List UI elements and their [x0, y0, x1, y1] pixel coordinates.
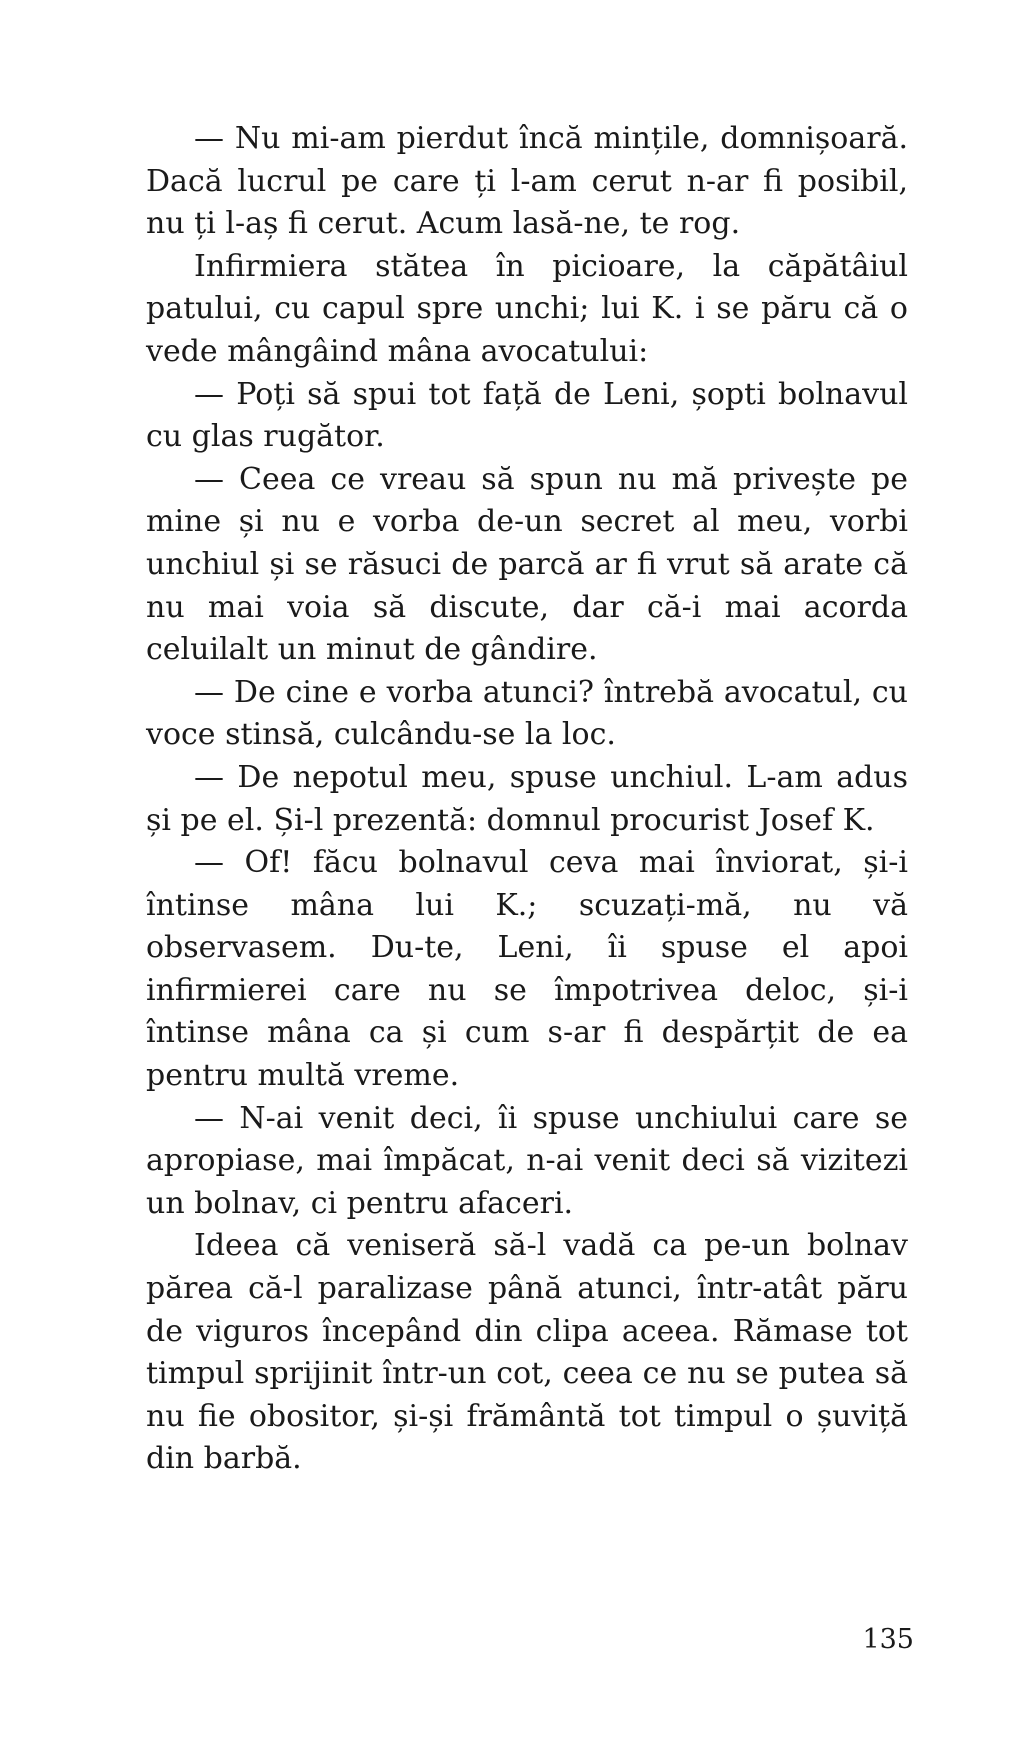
paragraph: — Poți să spui tot față de Leni, șopti bolnavul cu glas rugător.: [146, 376, 908, 455]
paragraph: — De nepotul meu, spuse unchiul. L-am adus și pe el. Și-l prezentă: domnul procurist Josef K.: [146, 759, 908, 838]
paragraph: — Nu mi-am pierdut încă mințile, domnișoară. Dacă lucrul pe care ți l-am cerut n-ar fi posibil, nu ți l-aș fi cerut. Acum lasă-ne, te rog.: [146, 121, 908, 242]
paragraph: — N-ai venit deci, îi spuse unchiului care se apropiase, mai împăcat, n-ai venit deci să vizitezi un bolnav, ci pentru afaceri.: [146, 1100, 908, 1221]
paragraph: Infirmiera stătea în picioare, la căpătâiul patului, cu capul spre unchi; lui K. i se păru că o vede mângâind mâna avocatului:: [146, 248, 908, 369]
paragraph: Ideea că veniseră să-l vadă ca pe-un bolnav părea că-l paralizase până atunci, într-atât păru de viguros începând din clipa aceea. Rămase tot timpul sprijinit într-un cot, ceea ce nu se putea să nu fie obositor, și-și frământă tot timpul o șuviță din barbă.: [146, 1228, 908, 1477]
page-body: [146, 118, 908, 1481]
paragraph: — De cine e vorba atunci? întrebă avocatul, cu voce stinsă, culcându-se la loc.: [146, 674, 908, 753]
paragraph: — Ceea ce vreau să spun nu mă privește pe mine și nu e vorba de-un secret al meu, vorbi unchiul și se răsuci de parcă ar fi vrut să arate că nu mai voia să discute, dar că-i mai acorda celuilalt un minut de gândire.: [146, 461, 908, 668]
page-number: 135: [862, 1624, 914, 1655]
paragraph: — Of! făcu bolnavul ceva mai înviorat, și-i întinse mâna lui K.; scuzați-mă, nu vă observasem. Du-te, Leni, îi spuse el apoi infirmierei care nu se împotrivea deloc, și-i întinse mâna ca și cum s-ar fi despărțit de ea pentru multă vreme.: [146, 845, 908, 1094]
